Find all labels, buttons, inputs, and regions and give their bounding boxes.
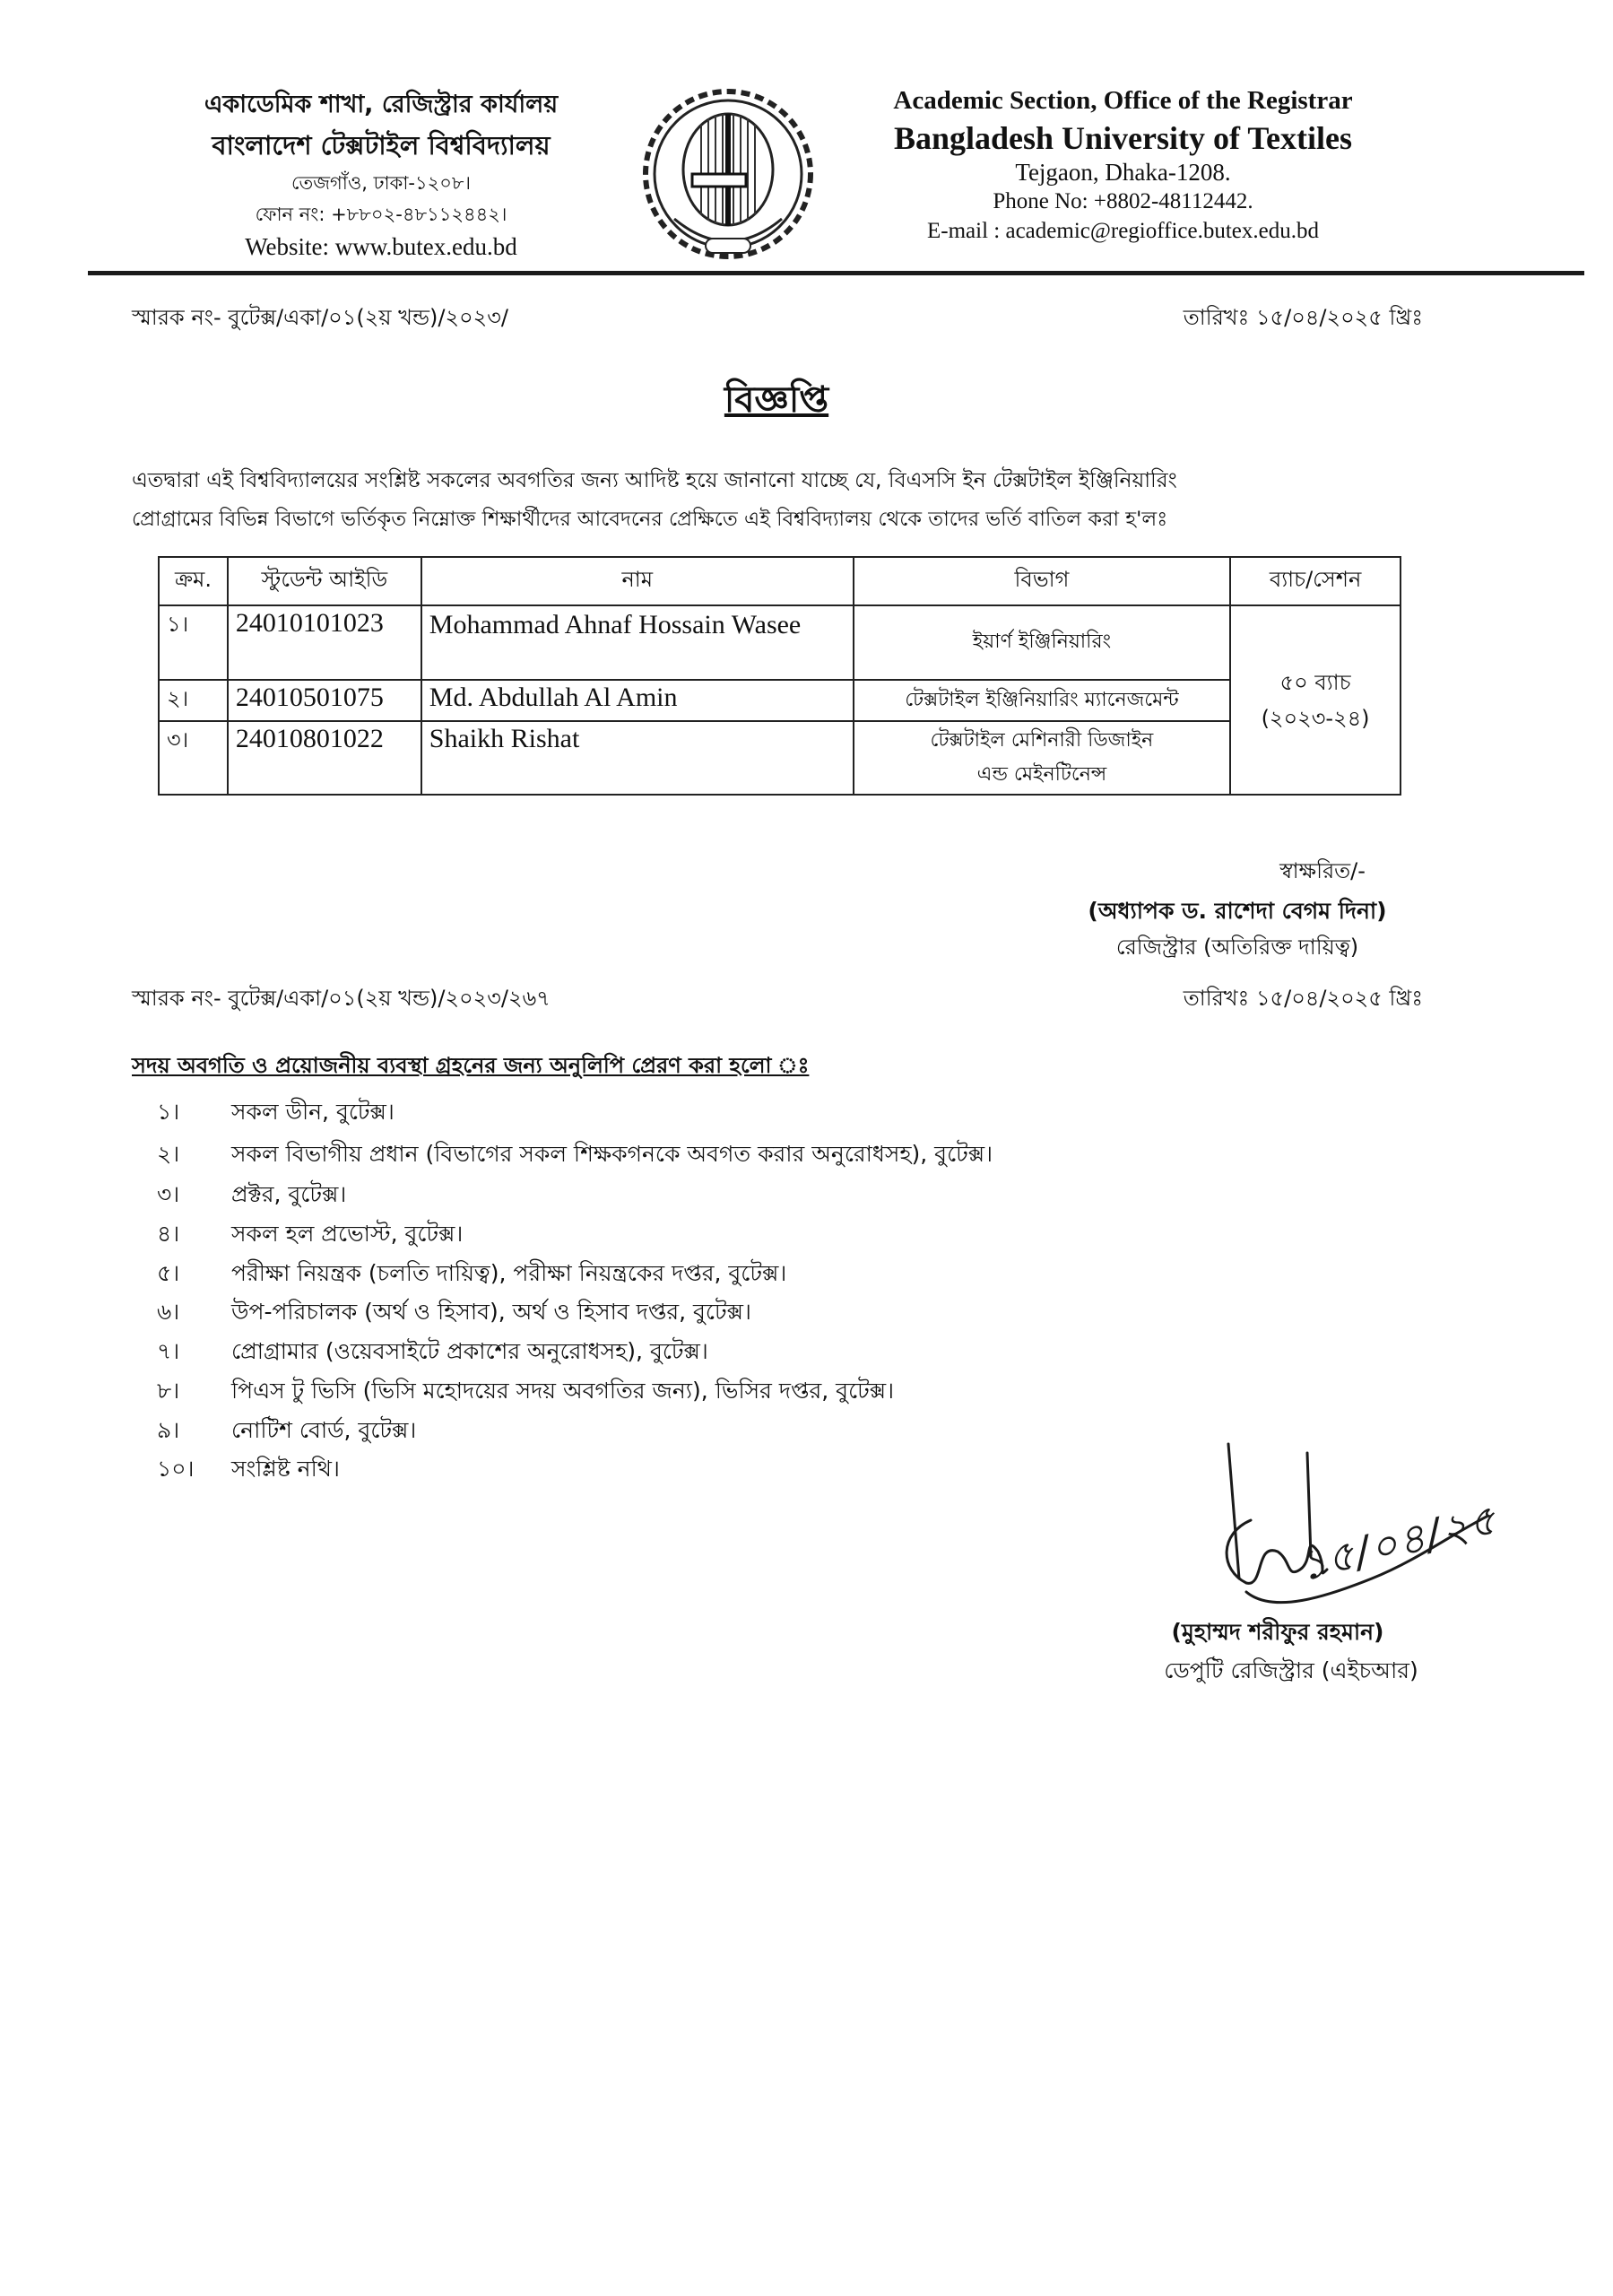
list-number: ৫। — [157, 1260, 180, 1286]
batch-session-cell — [1230, 605, 1401, 795]
bn-office-name: একাডেমিক শাখা, রেজিস্ট্রার কার্যালয় — [204, 91, 559, 118]
copy-heading: সদয় অবগতি ও প্রয়োজনীয় ব্যবস্থা গ্রহনের জন্য অনুলিপি প্রেরণ করা হলো ঃ — [132, 1053, 810, 1078]
memo-date: তারিখঃ ১৫/০৪/২০২৫ খ্রিঃ — [1183, 305, 1423, 330]
list-item — [157, 1256, 786, 1294]
row-student-id: 24010101023 — [228, 605, 421, 680]
notice-title: বিজ্ঞপ্তি — [724, 379, 829, 421]
list-text: উপ-পরিচালক (অর্থ ও হিসাব), অর্থ ও হিসাব দপ্তর, বুটেক্স। — [231, 1299, 751, 1325]
list-number: ২। — [157, 1141, 180, 1167]
deputy-registrar-name: (মুহাম্মদ শরীফুর রহমান) — [1171, 1619, 1384, 1645]
list-number: ১। — [157, 1099, 180, 1125]
row-department: টেক্সটাইল ইঞ্জিনিয়ারিং ম্যানেজমেন্ট — [854, 680, 1230, 721]
memo-reference: স্মারক নং- বুটেক্স/একা/০১(২য় খন্ড)/২০২৩/ — [132, 305, 508, 330]
list-text: পরীক্ষা নিয়ন্ত্রক (চলতি দায়িত্ব), পরীক্ষা নিয়ন্ত্রকের দপ্তর, বুটেক্স। — [231, 1260, 787, 1286]
list-text: নোটিশ বোর্ড, বুটেক্স। — [231, 1417, 417, 1443]
row-student-id: 24010501075 — [228, 680, 421, 721]
table-row — [159, 680, 1401, 721]
memo2-reference: স্মারক নং- বুটেক্স/একা/০১(২য় খন্ড)/২০২৩/২৬৭ — [132, 986, 551, 1011]
row-name: Md. Abdullah Al Amin — [421, 680, 854, 721]
list-number: ৪। — [157, 1221, 180, 1247]
row-serial: ১। — [159, 605, 228, 680]
list-number: ৮। — [157, 1378, 180, 1404]
bn-phone: ফোন নং: +৮৮০২-৪৮১১২৪৪২। — [255, 204, 507, 225]
list-text: সকল ডীন, বুটেক্স। — [231, 1099, 395, 1125]
row-name: Mohammad Ahnaf Hossain Wasee — [421, 605, 854, 680]
bn-university-name: বাংলাদেশ টেক্সটাইল বিশ্ববিদ্যালয় — [212, 130, 551, 161]
en-office-name: Academic Section, Office of the Registrar — [893, 86, 1353, 115]
list-text: সকল বিভাগীয় প্রধান (বিভাগের সকল শিক্ষকগনকে অবগত করার অনুরোধসহ), বুটেক্স। — [231, 1141, 993, 1167]
header-divider — [88, 271, 1584, 275]
signed-mark: স্বাক্ষরিত/- — [1279, 858, 1366, 883]
list-text: পিএস টু ভিসি (ভিসি মহোদয়ের সদয় অবগতির জন্য), ভিসির দপ্তর, বুটেক্স। — [231, 1378, 895, 1404]
row-serial: ৩। — [159, 721, 228, 795]
en-address: Tejgaon, Dhaka-1208. — [1015, 159, 1231, 186]
university-seal-icon — [638, 84, 818, 264]
list-text: সকল হল প্রভোস্ট, বুটেক্স। — [231, 1221, 464, 1247]
list-item — [157, 1373, 894, 1412]
list-item — [157, 1451, 340, 1490]
list-item — [157, 1294, 751, 1333]
list-number: ৭। — [157, 1338, 180, 1364]
col-name: নাম — [421, 557, 854, 605]
deputy-registrar-designation: ডেপুটি রেজিস্ট্রার (এইচআর) — [1164, 1657, 1418, 1683]
bn-address: তেজগাঁও, ঢাকা-১২০৮। — [291, 172, 472, 194]
list-item — [157, 1334, 708, 1372]
row-student-id: 24010801022 — [228, 721, 421, 795]
list-item — [157, 1136, 993, 1175]
memo2-date: তারিখঃ ১৫/০৪/২০২৫ খ্রিঃ — [1183, 986, 1423, 1011]
list-item — [157, 1216, 463, 1255]
table-row — [159, 721, 1401, 795]
list-item — [157, 1094, 395, 1133]
list-text: সংশ্লিষ্ট নথি। — [231, 1456, 340, 1482]
list-text: প্রক্টর, বুটেক্স। — [231, 1181, 347, 1207]
registrar-designation: রেজিস্ট্রার (অতিরিক্ত দায়িত্ব) — [1115, 935, 1359, 960]
en-university-name: Bangladesh University of Textiles — [893, 120, 1353, 156]
row-name: Shaikh Rishat — [421, 721, 854, 795]
website: Website: www.butex.edu.bd — [245, 233, 517, 260]
en-phone: Phone No: +8802-48112442. — [993, 189, 1253, 213]
col-department: বিভাগ — [854, 557, 1230, 605]
col-batch-session: ব্যাচ/সেশন — [1230, 557, 1401, 605]
list-number: ৬। — [157, 1299, 180, 1325]
body-line-2: প্রোগ্রামের বিভিন্ন বিভাগে ভর্তিকৃত নিম্নোক্ত শিক্ষার্থীদের আবেদনের প্রেক্ষিতে এই বিশ্ববিদ্যালয় থেকে তাদের ভর্তি বাতিল করা হ'লঃ — [132, 508, 1168, 531]
table-header-row — [159, 557, 1401, 605]
list-number: ৩। — [157, 1181, 180, 1207]
registrar-name: (অধ্যাপক ড. রাশেদা বেগম দিনা) — [1088, 898, 1387, 924]
col-serial: ক্রম. — [159, 557, 228, 605]
en-email: E-mail : academic@regioffice.butex.edu.bd — [927, 219, 1319, 243]
list-number: ১০। — [157, 1456, 195, 1482]
row-department: ইয়ার্ণ ইঞ্জিনিয়ারিং — [854, 605, 1230, 680]
batch: ৫০ ব্যাচ — [1279, 669, 1351, 695]
body-line-1: এতদ্বারা এই বিশ্ববিদ্যালয়ের সংশ্লিষ্ট সকলের অবগতির জন্য আদিষ্ট হয়ে জানানো যাচ্ছে যে, বিএসসি ইন টেক্সটাইল ইঞ্জিনিয়ারিং — [132, 467, 1177, 492]
list-number: ৯। — [157, 1417, 180, 1443]
table-row — [159, 605, 1401, 680]
col-student-id: স্টুডেন্ট আইডি — [228, 557, 421, 605]
row-serial: ২। — [159, 680, 228, 721]
cancelled-students-table — [158, 556, 1401, 796]
list-item — [157, 1413, 416, 1451]
university-logo — [638, 84, 818, 264]
list-item — [157, 1177, 346, 1215]
row-department: টেক্সটাইল মেশিনারী ডিজাইন এন্ড মেইনটিনেন্স — [854, 721, 1230, 795]
signature-date: ১৫/০৪/২৫ — [1294, 1494, 1503, 1591]
session: (২০২৩-২৪) — [1261, 705, 1370, 731]
list-text: প্রোগ্রামার (ওয়েবসাইটে প্রকাশের অনুরোধসহ), বুটেক্স। — [231, 1338, 708, 1364]
